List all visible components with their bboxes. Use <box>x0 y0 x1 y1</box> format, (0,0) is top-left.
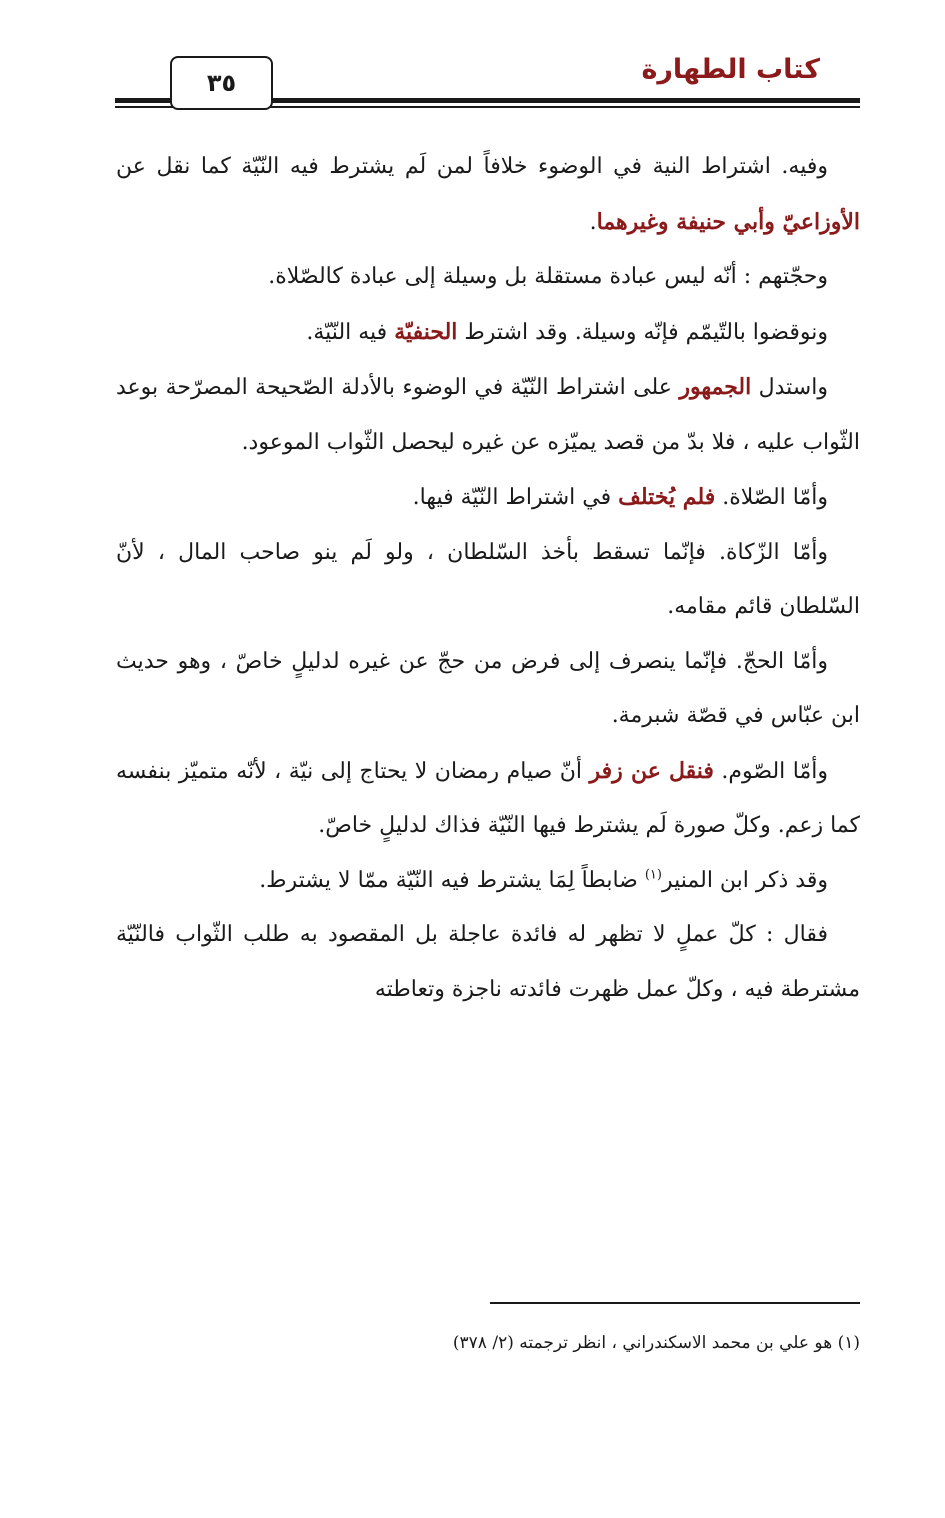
footnote: (١) هو علي بن محمد الاسكندراني ، انظر ترجمته (٢/ ٣٧٨) <box>452 1333 860 1353</box>
book-title: كتاب الطهارة <box>641 54 820 85</box>
paragraph-end: أنّ صيام رمضان لا يحتاج إلى نيّة ، لأنّه متميّز بنفسه كما زعم. وكلّ صورة لَم يشترط فيها النّيّة فذاك لدليلٍ خاصّ. <box>116 758 860 838</box>
paragraph-end: ضابطاً لِمَا يشترط فيه النّيّة ممّا لا يشترط. <box>259 867 645 893</box>
paragraph-end: فيه النّيّة. <box>306 319 395 345</box>
paragraph-text: وأمّا الصّلاة. <box>715 485 828 510</box>
paragraph: وأمّا الحجّ. فإنّما ينصرف إلى فرض من حجّ عن غيره لدليلٍ خاصّ ، وهو حديث ابن عبّاس في قصّة شبرمة. <box>116 648 860 728</box>
paragraph <box>116 305 860 361</box>
paragraph-text: وأمّا الصّوم. <box>713 758 828 784</box>
paragraph-text: واستدل <box>751 375 828 400</box>
highlighted-term: فلم يُختلف <box>618 484 716 510</box>
page-header <box>115 40 860 115</box>
paragraph <box>116 140 860 250</box>
paragraph-end: . <box>589 209 597 235</box>
paragraph <box>116 854 860 909</box>
paragraph <box>116 360 860 470</box>
paragraph-end: على اشتراط النّيّة في الوضوء بالأدلة الصّحيحة المصرّحة بوعد الثّواب عليه ، فلا بدّ من قصد يميّزه عن غيره ليحصل الثّواب الموعود. <box>116 375 860 455</box>
footnote-ref[interactable]: (١) <box>644 867 662 883</box>
paragraph: وحجّتهم : أنّه ليس عبادة مستقلة بل وسيلة إلى عبادة كالصّلاة. <box>268 264 828 289</box>
highlighted-term: الحنفيّة <box>394 318 458 345</box>
footnote-separator <box>490 1302 860 1304</box>
highlighted-names: الأوزاعيّ وأبي حنيفة وغيرهما <box>596 208 860 235</box>
main-text <box>116 140 860 1017</box>
paragraph: فقال : كلّ عملٍ لا تظهر له فائدة عاجلة بل المقصود به طلب الثّواب فالنّيّة مشترطة فيه ، وكلّ عمل ظهرت فائدته ناجزة وتعاطته <box>116 922 860 1002</box>
paragraph <box>116 744 860 854</box>
paragraph <box>116 470 860 526</box>
page-number-box <box>170 56 273 110</box>
highlighted-term: فنقل عن زفر <box>589 757 714 784</box>
paragraph-text: وفيه. اشتراط النية في الوضوء خلافاً لمن لَم يشترط فيه النّيّة كما نقل عن <box>116 154 828 179</box>
paragraph: وأمّا الزّكاة. فإنّما تسقط بأخذ السّلطان ، ولو لَم ينو صاحب المال ، لأنّ السّلطان قائم مقامه. <box>116 539 860 619</box>
paragraph-text: وقد ذكر ابن المنير <box>661 867 828 893</box>
paragraph-end: في اشتراط النّيّة فيها. <box>412 485 619 510</box>
highlighted-term: الجمهور <box>679 374 752 400</box>
paragraph-text: ونوقضوا بالتّيمّم فإنّه وسيلة. وقد اشترط <box>457 319 828 345</box>
page-number: ٣٥ <box>206 69 237 97</box>
